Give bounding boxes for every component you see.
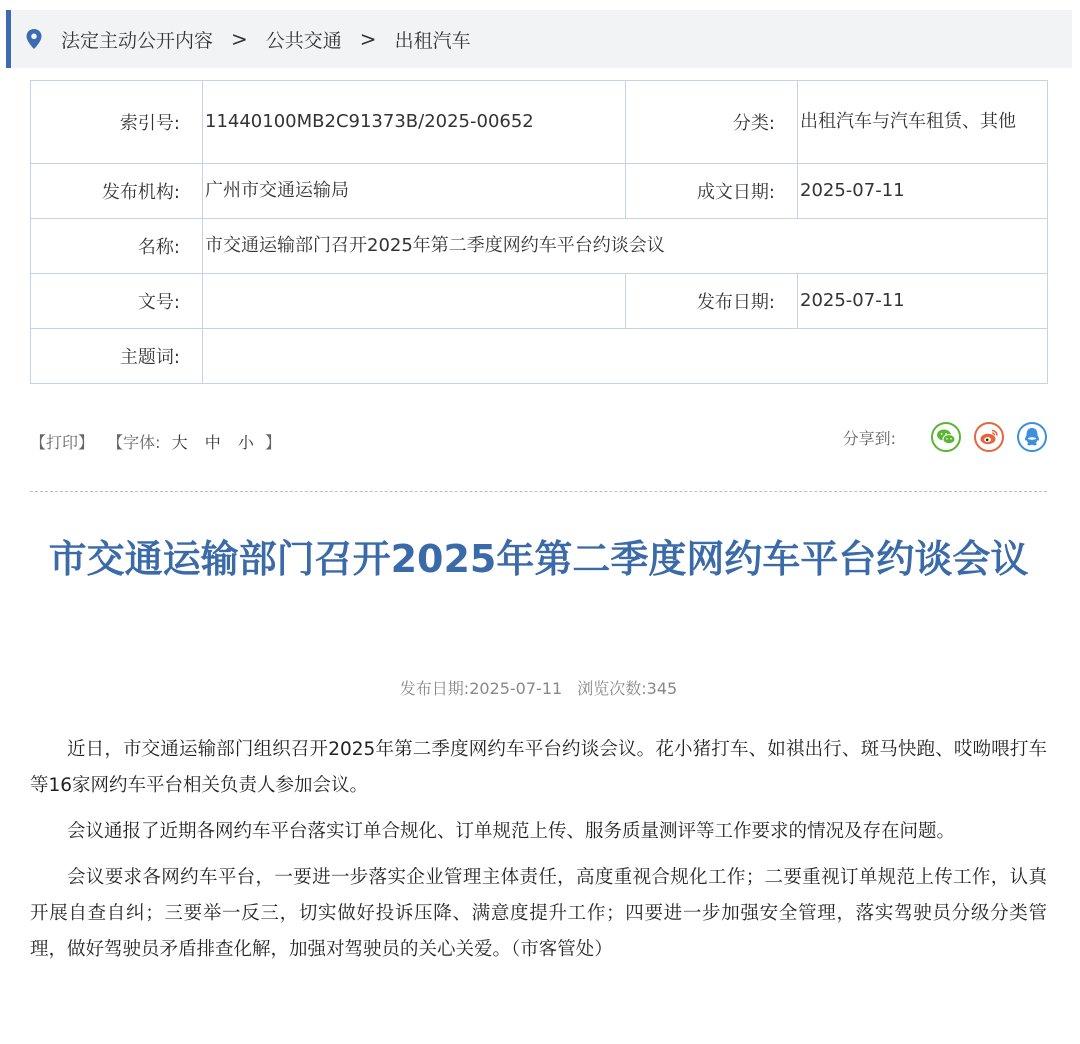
breadcrumb-separator-icon: > — [231, 27, 248, 51]
font-medium-link[interactable]: 中 — [204, 433, 221, 452]
metadata-table — [30, 80, 1048, 384]
keywords-value — [203, 329, 1048, 384]
dashed-divider — [30, 491, 1047, 492]
breadcrumb-item-legal[interactable]: 法定主动公开内容 — [61, 29, 214, 52]
breadcrumb — [6, 10, 1072, 68]
breadcrumb-item-transport[interactable]: 公共交通 — [265, 29, 342, 52]
article-date-label: 发布日期: — [399, 679, 470, 698]
location-pin-icon — [25, 28, 43, 50]
article-toolbar — [30, 420, 1047, 460]
doc-name-label: 名称: — [31, 219, 203, 274]
category-value: 出租汽车与汽车租赁、其他 — [798, 81, 1048, 164]
tool-links — [30, 430, 281, 453]
weibo-icon — [979, 428, 999, 446]
breadcrumb-item-taxi[interactable]: 出租汽车 — [394, 29, 471, 52]
share-label: 分享到: — [842, 428, 896, 448]
wechat-icon — [936, 428, 956, 446]
published-date-value: 2025-07-11 — [798, 274, 1048, 329]
print-link[interactable]: 【打印】 — [30, 433, 95, 452]
font-size-suffix: 】 — [264, 433, 281, 452]
article-paragraph: 近日，市交通运输部门组织召开2025年第二季度网约车平台约谈会议。花小猪打车、如祺出行、斑马快跑、哎呦喂打车等16家网约车平台相关负责人参加会议。 — [30, 739, 1047, 796]
index-label: 索引号: — [31, 81, 203, 164]
category-label: 分类: — [626, 81, 798, 164]
breadcrumb-separator-icon: > — [359, 27, 377, 51]
font-size-prefix: 【字体: — [107, 433, 161, 452]
article-paragraph: 会议要求各网约车平台，一要进一步落实企业管理主体责任，高度重视合规化工作；二要重视订单规范上传工作，认真开展自查自纠；三要举一反三，切实做好投诉压降、满意度提升工作；四要进一步加强安全管理，落实驾驶员分级分类管理，做好驾驶员矛盾排查化解，加强对驾驶员的关心关爱。（市客管处） — [30, 867, 1047, 960]
publisher-label: 发布机构: — [31, 164, 203, 219]
share-bar — [843, 422, 1047, 452]
qq-icon — [1023, 427, 1041, 447]
created-date-value: 2025-07-11 — [798, 164, 1048, 219]
font-small-link[interactable]: 小 — [237, 433, 254, 452]
article-date-value: 2025-07-11 — [469, 679, 563, 698]
doc-name-value: 市交通运输部门召开2025年第二季度网约车平台约谈会议 — [203, 219, 1048, 274]
weibo-share-button[interactable] — [974, 422, 1004, 452]
article-paragraph: 会议通报了近期各网约车平台落实订单合规化、订单规范上传、服务质量测评等工作要求的情况及存在问题。 — [67, 821, 956, 842]
article-body — [30, 732, 1047, 978]
article-info — [30, 676, 1047, 699]
doc-number-value — [203, 274, 626, 329]
qq-share-button[interactable] — [1017, 422, 1047, 452]
published-date-label: 发布日期: — [626, 274, 798, 329]
publisher-value: 广州市交通运输局 — [203, 164, 626, 219]
keywords-label: 主题词: — [31, 329, 203, 384]
wechat-share-button[interactable] — [931, 422, 961, 452]
index-value: 11440100MB2C91373B/2025-00652 — [203, 81, 626, 164]
font-large-link[interactable]: 大 — [171, 433, 188, 452]
article-views-label: 浏览次数: — [577, 679, 647, 698]
doc-number-label: 文号: — [31, 274, 203, 329]
article-views-value: 345 — [646, 679, 678, 698]
created-date-label: 成文日期: — [626, 164, 798, 219]
article-title: 市交通运输部门召开2025年第二季度网约车平台约谈会议 — [48, 537, 1029, 581]
